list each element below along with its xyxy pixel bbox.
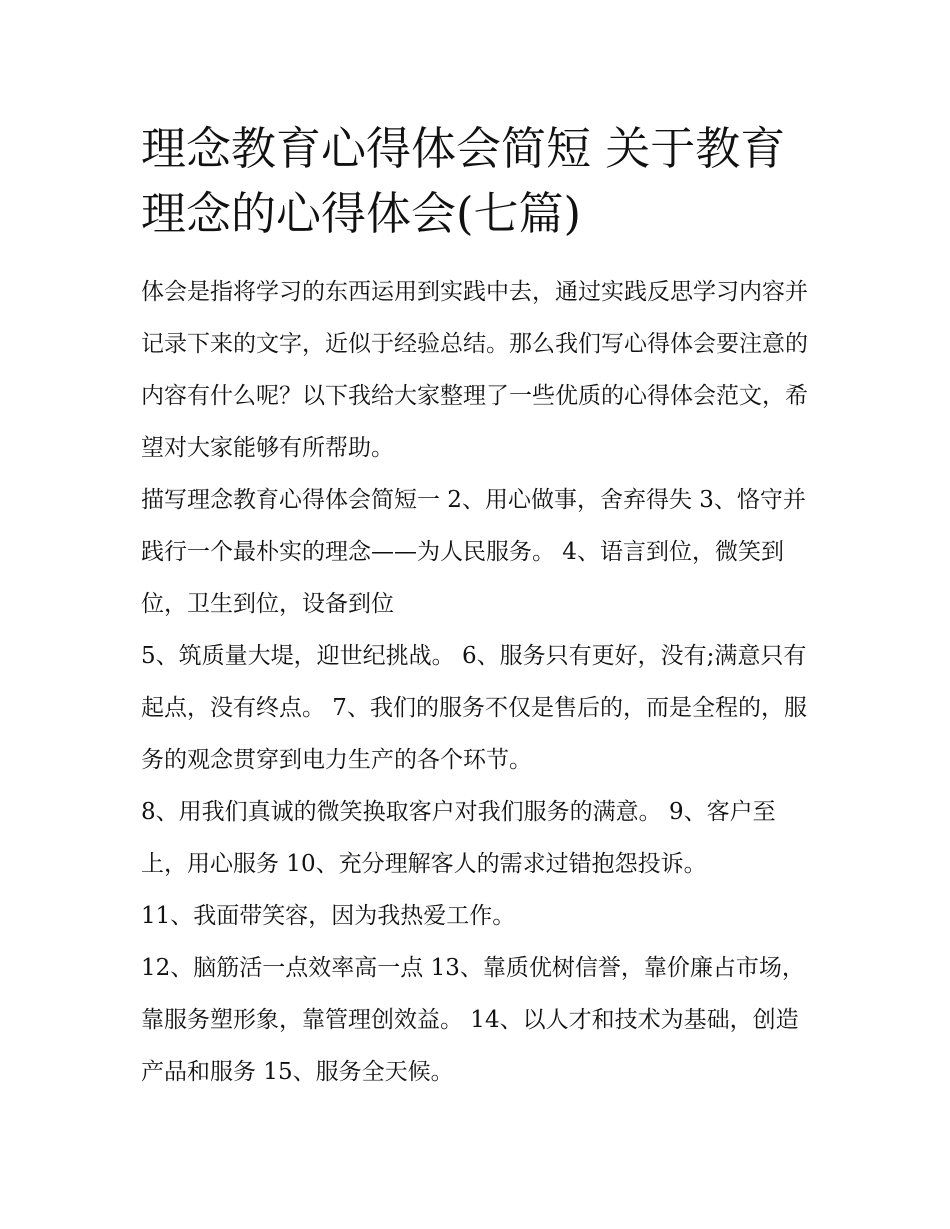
paragraph-2: 5、筑质量大堤，迎世纪挑战。 6、服务只有更好，没有;满意只有起点，没有终点。 7、我们的服务不仅是售后的，而是全程的，服务的观念贯穿到电力生产的各个环节。 — [141, 643, 807, 773]
paragraph-intro: 体会是指将学习的东西运用到实践中去，通过实践反思学习内容并记录下来的文字，近似于经验总结。那么我们写心得体会要注意的内容有什么呢？以下我给大家整理了一些优质的心得体会范文，希望对大家能够有所帮助。 — [141, 279, 808, 461]
paragraph-5: 12、脑筋活一点效率高一点 13、靠质优树信誉，靠价廉占市场，靠服务塑形象，靠管理创效益。 14、以人才和技术为基础，创造产品和服务 15、服务全天候。 — [141, 955, 805, 1085]
paragraph-3: 8、用我们真诚的微笑换取客户对我们服务的满意。 9、客户至上，用心服务 10、充分理解客人的需求过错抱怨投诉。 — [141, 799, 776, 877]
document-content — [141, 116, 821, 1098]
document-title: 理念教育心得体会简短 关于教育理念的心得体会(七篇) — [141, 122, 786, 240]
paragraph-4: 11、我面带笑容，因为我热爱工作。 — [141, 903, 516, 929]
paragraph-1: 描写理念教育心得体会简短一 2、用心做事，舍弃得失 3、恪守并践行一个最朴实的理念——为人民服务。 4、语言到位，微笑到位，卫生到位，设备到位 — [141, 487, 806, 617]
